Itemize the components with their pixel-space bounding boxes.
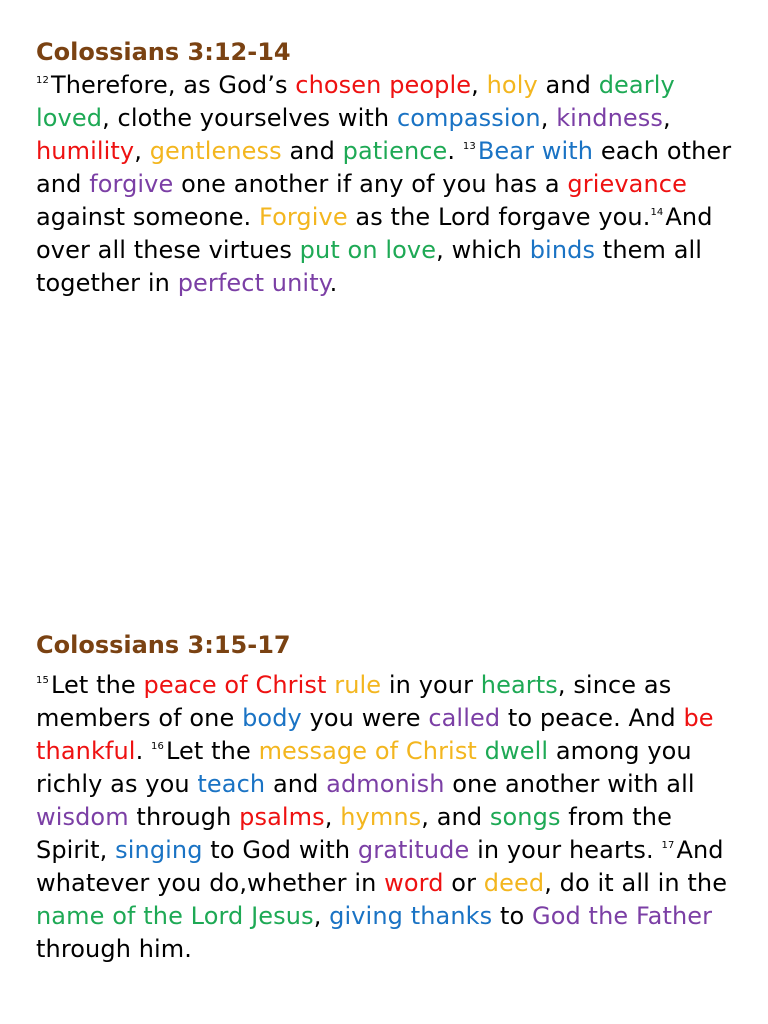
verse-text: .	[447, 137, 463, 165]
highlighted-phrase: called	[428, 704, 501, 732]
verse-text: them all together in	[36, 236, 703, 297]
verse-text: , since as members of one	[36, 671, 672, 732]
verse-number: 17	[661, 840, 675, 851]
highlighted-phrase: wisdom	[36, 803, 129, 831]
verse-text: you were	[301, 704, 429, 732]
verse-text: , and	[421, 803, 490, 831]
verse-text: ,	[471, 71, 487, 99]
verse-text: ,	[313, 902, 330, 930]
highlighted-phrase: patience	[342, 137, 448, 165]
verse-text: each other and	[36, 137, 732, 198]
verse-number: 14	[650, 207, 664, 218]
verse-text: through	[128, 803, 240, 831]
highlighted-phrase: word	[384, 869, 444, 897]
verse-text: .	[135, 737, 152, 765]
highlighted-phrase: chosen people	[295, 71, 472, 99]
verse-number: 13	[462, 141, 476, 152]
highlighted-phrase: holy	[486, 71, 538, 99]
passage-colossians-3-12-14	[36, 36, 746, 300]
highlighted-phrase: peace of Christ	[143, 671, 327, 699]
passage-text	[36, 669, 746, 966]
highlighted-phrase: dearly loved	[36, 71, 675, 132]
verse-text: Let the	[50, 671, 144, 699]
verse-text: or	[443, 869, 484, 897]
verse-text: Let the	[165, 737, 259, 765]
highlighted-phrase: hymns	[340, 803, 422, 831]
verse-text: to peace. And	[500, 704, 684, 732]
passage-title: Colossians 3:15-17	[36, 631, 291, 659]
verse-text: in your	[381, 671, 481, 699]
highlighted-phrase: singing	[115, 836, 203, 864]
verse-text: one another with all	[444, 770, 695, 798]
highlighted-phrase: binds	[529, 236, 596, 264]
highlighted-phrase: gratitude	[357, 836, 470, 864]
verse-text: ,	[324, 803, 341, 831]
highlighted-phrase: name of the Lord Jesus	[36, 902, 314, 930]
highlighted-phrase: put on love	[299, 236, 437, 264]
verse-text: ,	[662, 104, 671, 132]
highlighted-phrase: Bear with	[477, 137, 594, 165]
verse-text: , clothe yourselves with	[102, 104, 397, 132]
highlighted-phrase: compassion	[396, 104, 541, 132]
verse-text: And whatever you do,whether in	[36, 836, 724, 897]
passage-colossians-3-15-17	[36, 629, 746, 966]
verse-text: , do it all in the	[544, 869, 728, 897]
passage-title: Colossians 3:12-14	[36, 38, 291, 66]
verse-text: as the Lord forgave you.	[347, 203, 651, 231]
highlighted-phrase: message of Christ	[258, 737, 477, 765]
verse-text: in your hearts.	[469, 836, 662, 864]
highlighted-phrase: admonish	[326, 770, 445, 798]
passage-text	[36, 69, 746, 300]
verse-text: and	[281, 137, 343, 165]
highlighted-phrase: hearts	[480, 671, 558, 699]
verse-text: .	[329, 269, 338, 297]
verse-number: 12	[36, 75, 49, 86]
verse-text: to	[492, 902, 533, 930]
highlighted-phrase: kindness	[556, 104, 663, 132]
verse-text: ,	[134, 137, 150, 165]
highlighted-phrase: psalms	[239, 803, 325, 831]
highlighted-phrase: teach	[197, 770, 266, 798]
verse-text: through him.	[36, 935, 193, 963]
verse-text: and	[537, 71, 599, 99]
verse-text: against someone.	[36, 203, 260, 231]
highlighted-phrase: dwell	[484, 737, 549, 765]
verse-number: 16	[151, 741, 164, 752]
highlighted-phrase: deed	[483, 869, 545, 897]
verse-text	[477, 737, 485, 765]
highlighted-phrase: body	[242, 704, 302, 732]
highlighted-phrase: grievance	[567, 170, 687, 198]
verse-text: one another if any of you has a	[173, 170, 568, 198]
verse-text: from the Spirit,	[36, 803, 672, 864]
highlighted-phrase: perfect unity	[177, 269, 330, 297]
highlighted-phrase: gentleness	[149, 137, 282, 165]
verse-text: and	[265, 770, 327, 798]
highlighted-phrase: rule	[334, 671, 382, 699]
verse-text: Therefore, as God’s	[50, 71, 296, 99]
verse-text: And over all these virtues	[36, 203, 713, 264]
verse-text: among you richly as you	[36, 737, 692, 798]
highlighted-phrase: songs	[489, 803, 561, 831]
highlighted-phrase: giving thanks	[329, 902, 493, 930]
highlighted-phrase: be thankful	[36, 704, 714, 765]
highlighted-phrase: Forgive	[259, 203, 348, 231]
verse-number: 15	[36, 675, 49, 686]
highlighted-phrase: humility	[36, 137, 135, 165]
highlighted-phrase: God the Father	[532, 902, 713, 930]
highlighted-phrase: forgive	[89, 170, 174, 198]
verse-text: to God with	[202, 836, 358, 864]
verse-text: ,	[540, 104, 557, 132]
verse-text: , which	[436, 236, 530, 264]
